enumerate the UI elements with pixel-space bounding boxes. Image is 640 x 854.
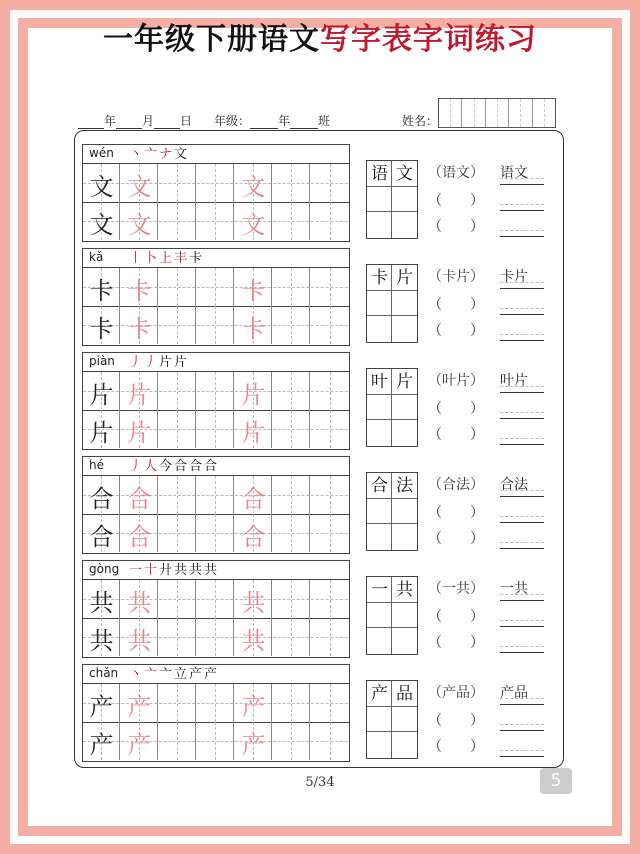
word-box: [366, 264, 418, 343]
writing-cell[interactable]: [83, 514, 120, 552]
writing-cell[interactable]: [235, 372, 272, 410]
writing-cell[interactable]: [121, 202, 158, 240]
model-char: 产: [89, 731, 114, 759]
writing-cell[interactable]: [273, 202, 310, 240]
writing-cell[interactable]: [121, 618, 158, 656]
stroke-order-red: 丶亠: [129, 667, 160, 682]
empty-paren: （ ）: [428, 401, 484, 417]
stroke-order: [129, 351, 189, 370]
writing-cell[interactable]: [83, 684, 120, 722]
word-char: 卡: [371, 268, 388, 288]
writing-cell[interactable]: [197, 618, 234, 656]
writing-cell[interactable]: [235, 164, 272, 202]
answer-line[interactable]: [500, 418, 544, 419]
writing-row: [83, 580, 349, 619]
answer-word: 卡片: [500, 269, 528, 285]
writing-row: [83, 268, 349, 307]
writing-cell[interactable]: [311, 164, 348, 202]
empty-paren: （ ）: [428, 427, 484, 443]
writing-cell[interactable]: [83, 618, 120, 656]
word-char: 片: [396, 372, 413, 392]
model-char: 共: [89, 589, 114, 617]
writing-cell[interactable]: [159, 202, 196, 240]
stroke-order: [129, 143, 189, 162]
writing-cell[interactable]: [121, 684, 158, 722]
writing-row: [83, 410, 349, 448]
year-label: 年: [104, 114, 117, 128]
answer-word: 叶片: [500, 373, 528, 389]
stroke-order-red: 丶亠ナ: [129, 147, 175, 162]
writing-cell[interactable]: [197, 410, 234, 448]
page-title: [0, 14, 640, 58]
word-pinyin-paren: （叶片）: [428, 373, 484, 389]
word-cell[interactable]: [367, 395, 392, 421]
word-cell[interactable]: [392, 577, 417, 603]
answer-line[interactable]: [500, 704, 544, 705]
writing-cell[interactable]: [235, 306, 272, 344]
trace-char: 共: [241, 589, 266, 617]
stroke-order: [129, 247, 204, 266]
writing-cell[interactable]: [83, 372, 120, 410]
word-cell[interactable]: [392, 628, 417, 654]
word-cell[interactable]: [392, 707, 417, 733]
stroke-order-red: 一十: [129, 563, 160, 578]
answer-word: 产品: [500, 685, 528, 701]
empty-paren: （ ）: [428, 505, 484, 521]
writing-cell[interactable]: [273, 410, 310, 448]
trace-char: 产: [127, 731, 152, 759]
answer-line[interactable]: [500, 210, 544, 211]
trace-char: 卡: [127, 315, 152, 343]
writing-cell[interactable]: [311, 580, 348, 618]
writing-cell[interactable]: [159, 372, 196, 410]
char-block: [82, 352, 350, 450]
word-cell[interactable]: [367, 628, 392, 654]
writing-cell[interactable]: [159, 580, 196, 618]
writing-cell[interactable]: [159, 268, 196, 306]
stroke-order: [129, 663, 219, 682]
trace-char: 产: [127, 693, 152, 721]
word-cell[interactable]: [392, 524, 417, 550]
word-cell[interactable]: [367, 524, 392, 550]
writing-cell[interactable]: [311, 268, 348, 306]
word-cell[interactable]: [392, 369, 417, 395]
char-block: [82, 144, 350, 242]
empty-paren: （ ）: [428, 713, 484, 729]
trace-char: 共: [127, 589, 152, 617]
word-cell[interactable]: [367, 681, 392, 707]
word-char: 产: [371, 684, 388, 704]
writing-cell[interactable]: [273, 684, 310, 722]
word-cell[interactable]: [367, 291, 392, 317]
grade-label: 年级：: [214, 114, 251, 128]
writing-cell[interactable]: [273, 164, 310, 202]
word-cell[interactable]: [367, 369, 392, 395]
model-char: 片: [89, 419, 114, 447]
model-char: 共: [89, 627, 114, 655]
model-char: 产: [89, 693, 114, 721]
writing-cell[interactable]: [273, 306, 310, 344]
char-block: [82, 248, 350, 346]
word-cell[interactable]: [367, 603, 392, 629]
writing-cell[interactable]: [235, 410, 272, 448]
trace-char: 产: [241, 731, 266, 759]
word-cell[interactable]: [392, 265, 417, 291]
trace-char: 合: [127, 523, 152, 551]
writing-cell[interactable]: [159, 410, 196, 448]
stroke-order-black: 片片: [159, 355, 190, 370]
writing-cell[interactable]: [235, 514, 272, 552]
writing-cell[interactable]: [311, 684, 348, 722]
grade-fields: [214, 112, 330, 129]
name-grid[interactable]: [438, 98, 556, 128]
writing-cell[interactable]: [197, 722, 234, 760]
word-char: 叶: [371, 372, 388, 392]
writing-cell[interactable]: [235, 268, 272, 306]
word-char: 一: [371, 580, 388, 600]
writing-cell[interactable]: [159, 306, 196, 344]
writing-cell[interactable]: [197, 372, 234, 410]
writing-cell[interactable]: [235, 684, 272, 722]
word-cell[interactable]: [392, 161, 417, 187]
stroke-order-black: 文: [174, 147, 190, 162]
writing-cell[interactable]: [273, 514, 310, 552]
writing-cell[interactable]: [121, 476, 158, 514]
writing-cell[interactable]: [159, 684, 196, 722]
writing-cell[interactable]: [121, 514, 158, 552]
page-number: 5/34: [305, 775, 335, 790]
answer-line[interactable]: [500, 236, 544, 237]
writing-cell[interactable]: [235, 580, 272, 618]
writing-row: [83, 722, 349, 760]
word-cell[interactable]: [392, 681, 417, 707]
word-box: [366, 368, 418, 447]
word-cell[interactable]: [367, 265, 392, 291]
writing-row: [83, 202, 349, 240]
trace-char: 文: [127, 211, 152, 239]
word-pinyin-paren: （卡片）: [428, 269, 484, 285]
writing-cell[interactable]: [121, 306, 158, 344]
trace-char: 卡: [241, 277, 266, 305]
word-cell[interactable]: [392, 395, 417, 421]
writing-cell[interactable]: [197, 268, 234, 306]
stroke-order-red: 丿人: [129, 459, 160, 474]
word-cell[interactable]: [367, 577, 392, 603]
empty-paren: （ ）: [428, 739, 484, 755]
month-label: 月: [142, 114, 155, 128]
char-block: [82, 560, 350, 658]
class-label: 班: [318, 114, 331, 128]
answer-line[interactable]: [500, 184, 544, 185]
writing-cell[interactable]: [197, 684, 234, 722]
word-cell[interactable]: [392, 316, 417, 342]
empty-paren: （ ）: [428, 219, 484, 235]
word-cell[interactable]: [367, 212, 392, 238]
pinyin-row: [83, 665, 349, 684]
word-cell[interactable]: [392, 603, 417, 629]
writing-cell[interactable]: [83, 202, 120, 240]
writing-cell[interactable]: [311, 410, 348, 448]
word-cell[interactable]: [392, 291, 417, 317]
writing-cell[interactable]: [197, 306, 234, 344]
word-pinyin-paren: （语文）: [428, 165, 484, 181]
writing-cell[interactable]: [311, 476, 348, 514]
writing-cell[interactable]: [83, 476, 120, 514]
writing-cell[interactable]: [197, 164, 234, 202]
trace-char: 文: [241, 211, 266, 239]
word-char: 片: [396, 268, 413, 288]
word-cell[interactable]: [367, 161, 392, 187]
word-cell[interactable]: [392, 187, 417, 213]
writing-cell[interactable]: [83, 268, 120, 306]
answer-line[interactable]: [500, 444, 544, 445]
word-cell[interactable]: [367, 732, 392, 758]
answer-line[interactable]: [500, 756, 544, 757]
answer-word: 一共: [500, 581, 528, 597]
title-red-part: 写字表字词练习: [320, 22, 537, 57]
trace-char: 卡: [241, 315, 266, 343]
day-label: 日: [180, 114, 193, 128]
char-block: [82, 456, 350, 554]
writing-cell[interactable]: [235, 618, 272, 656]
empty-paren: （ ）: [428, 193, 484, 209]
answer-line[interactable]: [500, 730, 544, 731]
word-box: [366, 576, 418, 655]
word-char: 合: [371, 476, 388, 496]
pinyin-row: [83, 353, 349, 372]
page-badge: 5: [540, 768, 572, 794]
pinyin-row: [83, 457, 349, 476]
empty-paren: （ ）: [428, 531, 484, 547]
word-pinyin-paren: （合法）: [428, 477, 484, 493]
trace-char: 合: [241, 523, 266, 551]
writing-cell[interactable]: [121, 268, 158, 306]
stroke-order-black: 廾共共共: [159, 563, 220, 578]
answer-line[interactable]: [500, 288, 544, 289]
writing-cell[interactable]: [159, 476, 196, 514]
stroke-order-red: 丨卜上丰: [129, 251, 190, 266]
writing-cell[interactable]: [235, 202, 272, 240]
writing-row: [83, 164, 349, 203]
word-pinyin-paren: （产品）: [428, 685, 484, 701]
writing-cell[interactable]: [83, 580, 120, 618]
answer-line[interactable]: [500, 600, 544, 601]
pinyin: hé: [89, 458, 104, 472]
word-char: 共: [396, 580, 413, 600]
answer-word: 语文: [500, 165, 528, 181]
writing-cell[interactable]: [83, 306, 120, 344]
writing-cell[interactable]: [273, 476, 310, 514]
trace-char: 合: [127, 485, 152, 513]
answer-line[interactable]: [500, 652, 544, 653]
writing-cell[interactable]: [311, 306, 348, 344]
writing-row: [83, 372, 349, 411]
word-cell[interactable]: [367, 420, 392, 446]
empty-paren: （ ）: [428, 323, 484, 339]
trace-char: 片: [127, 381, 152, 409]
writing-row: [83, 514, 349, 552]
trace-char: 片: [241, 419, 266, 447]
model-char: 合: [89, 485, 114, 513]
writing-cell[interactable]: [159, 164, 196, 202]
title-black-part: 一年级下册语文: [103, 22, 320, 57]
empty-paren: （ ）: [428, 635, 484, 651]
empty-paren: （ ）: [428, 609, 484, 625]
trace-char: 共: [127, 627, 152, 655]
name-label: 姓名：: [402, 114, 439, 128]
writing-row: [83, 306, 349, 344]
writing-cell[interactable]: [197, 202, 234, 240]
char-block: [82, 664, 350, 762]
model-char: 卡: [89, 277, 114, 305]
writing-cell[interactable]: [83, 722, 120, 760]
word-pinyin-paren: （一共）: [428, 581, 484, 597]
pinyin-row: [83, 145, 349, 164]
word-box: [366, 160, 418, 239]
writing-cell[interactable]: [197, 476, 234, 514]
word-box: [366, 680, 418, 759]
writing-cell[interactable]: [159, 618, 196, 656]
word-cell[interactable]: [367, 187, 392, 213]
stroke-order-black: 卡: [189, 251, 205, 266]
writing-row: [83, 476, 349, 515]
answer-line[interactable]: [500, 548, 544, 549]
writing-cell[interactable]: [121, 722, 158, 760]
pinyin: piàn: [89, 354, 115, 368]
writing-cell[interactable]: [121, 372, 158, 410]
answer-line[interactable]: [500, 314, 544, 315]
word-char: 品: [396, 684, 413, 704]
word-char: 法: [396, 476, 413, 496]
writing-cell[interactable]: [311, 202, 348, 240]
writing-cell[interactable]: [311, 514, 348, 552]
trace-char: 卡: [127, 277, 152, 305]
writing-row: [83, 618, 349, 656]
trace-char: 共: [241, 627, 266, 655]
trace-char: 文: [241, 173, 266, 201]
writing-cell[interactable]: [83, 410, 120, 448]
trace-char: 合: [241, 485, 266, 513]
pinyin-row: [83, 561, 349, 580]
writing-cell[interactable]: [121, 410, 158, 448]
trace-char: 片: [127, 419, 152, 447]
model-char: 文: [89, 173, 114, 201]
answer-line[interactable]: [500, 522, 544, 523]
writing-cell[interactable]: [121, 580, 158, 618]
model-char: 合: [89, 523, 114, 551]
writing-cell[interactable]: [311, 722, 348, 760]
pinyin: kǎ: [89, 250, 104, 264]
model-char: 片: [89, 381, 114, 409]
writing-cell[interactable]: [159, 722, 196, 760]
word-cell[interactable]: [392, 212, 417, 238]
pinyin: gòng: [89, 562, 120, 576]
writing-cell[interactable]: [311, 618, 348, 656]
trace-char: 片: [241, 381, 266, 409]
word-cell[interactable]: [367, 499, 392, 525]
writing-cell[interactable]: [197, 514, 234, 552]
word-char: 文: [396, 164, 413, 184]
pinyin: chǎn: [89, 666, 119, 680]
writing-cell[interactable]: [235, 476, 272, 514]
word-cell[interactable]: [392, 732, 417, 758]
writing-cell[interactable]: [273, 618, 310, 656]
word-box: [366, 472, 418, 551]
word-cell[interactable]: [367, 707, 392, 733]
writing-cell[interactable]: [83, 164, 120, 202]
stroke-order-black: 亠立产产: [159, 667, 220, 682]
answer-line[interactable]: [500, 626, 544, 627]
stroke-order: [129, 455, 219, 474]
stroke-order-red: 丿丿: [129, 355, 160, 370]
writing-cell[interactable]: [235, 722, 272, 760]
answer-word: 合法: [500, 477, 528, 493]
empty-paren: （ ）: [428, 297, 484, 313]
answer-line[interactable]: [500, 340, 544, 341]
model-char: 卡: [89, 315, 114, 343]
grade-year-label: 年: [278, 114, 291, 128]
word-cell[interactable]: [392, 499, 417, 525]
word-cell[interactable]: [392, 473, 417, 499]
writing-cell[interactable]: [159, 514, 196, 552]
writing-cell[interactable]: [121, 164, 158, 202]
writing-cell[interactable]: [273, 722, 310, 760]
answer-line[interactable]: [500, 496, 544, 497]
writing-row: [83, 684, 349, 723]
writing-cell[interactable]: [311, 372, 348, 410]
writing-cell[interactable]: [197, 580, 234, 618]
word-char: 语: [371, 164, 388, 184]
trace-char: 产: [241, 693, 266, 721]
word-cell[interactable]: [392, 420, 417, 446]
stroke-order: [129, 559, 219, 578]
pinyin-row: [83, 249, 349, 268]
date-fields: [78, 112, 192, 129]
writing-cell[interactable]: [273, 372, 310, 410]
stroke-order-black: 今合合合: [159, 459, 220, 474]
word-cell[interactable]: [367, 473, 392, 499]
trace-char: 文: [127, 173, 152, 201]
writing-cell[interactable]: [273, 580, 310, 618]
writing-cell[interactable]: [273, 268, 310, 306]
word-cell[interactable]: [367, 316, 392, 342]
model-char: 文: [89, 211, 114, 239]
answer-line[interactable]: [500, 392, 544, 393]
pinyin: wén: [89, 146, 114, 160]
